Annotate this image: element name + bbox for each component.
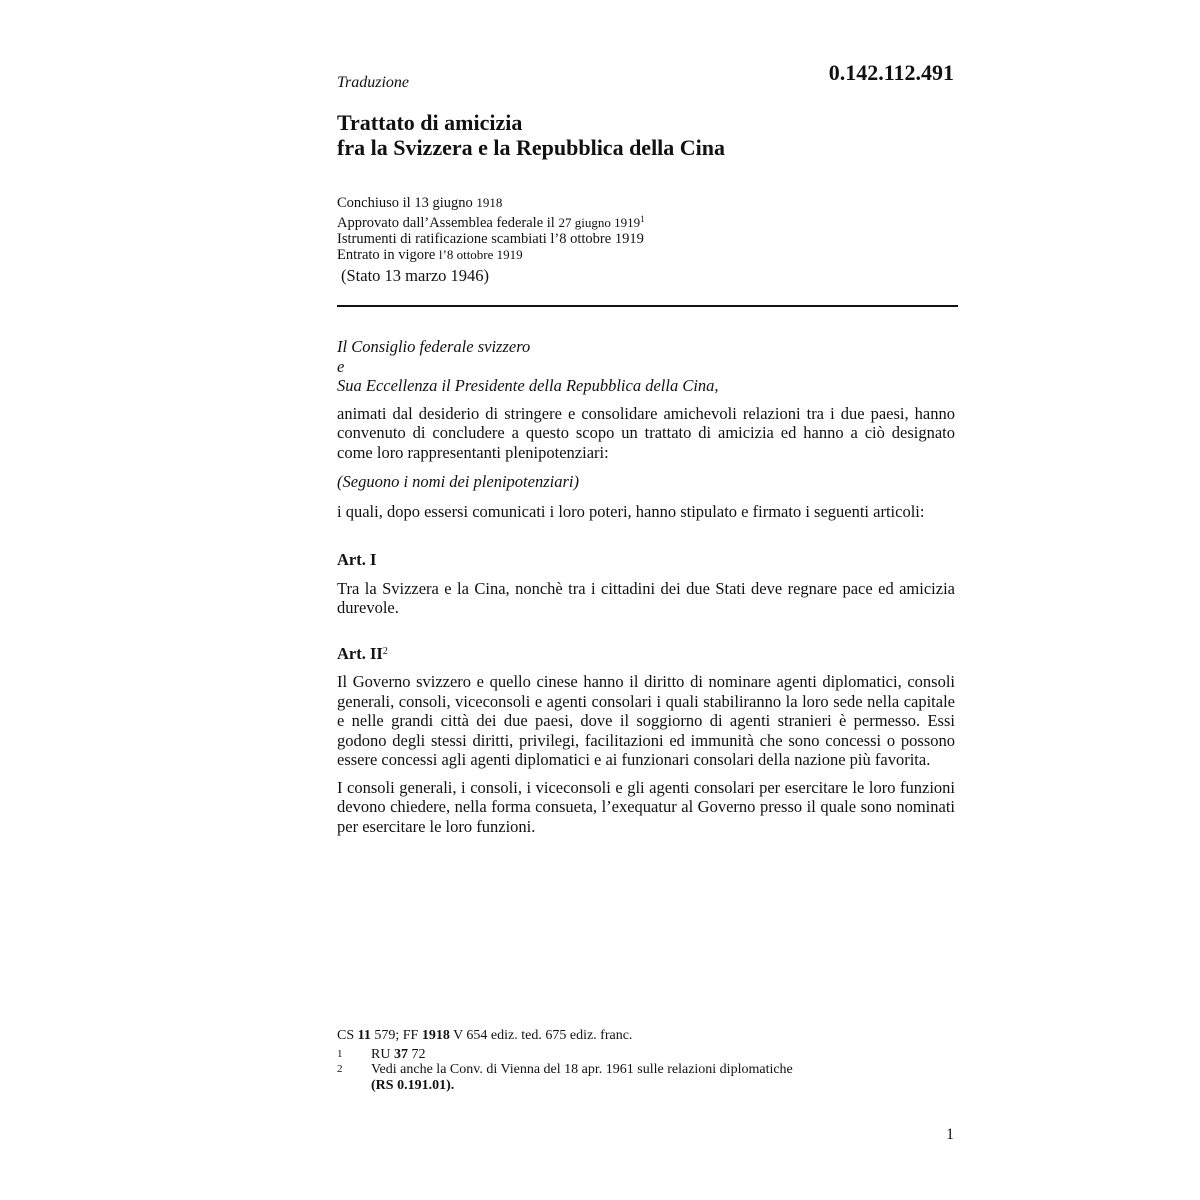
- footnote-2-number: 2: [337, 1063, 343, 1075]
- party-2: Sua Eccellenza il Presidente della Repubblica della Cina,: [337, 376, 719, 395]
- concluded-text: Conchiuso il 13 giugno: [337, 195, 473, 211]
- footnote-1-ru: RU: [371, 1046, 394, 1062]
- source-cs: CS: [337, 1028, 358, 1043]
- source-ff-year: 1918: [421, 1028, 450, 1043]
- footnote-1-page: 72: [407, 1046, 426, 1062]
- article-2-paragraph-1: Il Governo svizzero e quello cinese hanno il diritto di nominare agenti diplomatici, consoli generali, consoli, viceconsoli e agenti consolari i quali stabiliranno la loro sede nella capitale e nelle grandi città dei due paesi, dove il soggiorno di agenti stranieri è permesso. Essi godono degli stessi diritti, privilegi, facilitazioni ed immunità che sono concessi o possono essere concessi agli agenti diplomatici e ai funzionari consolari della nazione più favorita.: [337, 672, 955, 769]
- footnote-1-volume: 37: [393, 1046, 408, 1062]
- article-2-paragraph-2: I consoli generali, i consoli, i viceconsoli e gli agenti consolari per esercitare le loro funzioni devono chiedere, nella forma consueta, l’exequatur al Governo presso il quale sono nominati per esercitare le loro funzioni.: [337, 777, 955, 836]
- header-divider: [337, 305, 958, 307]
- footnote-ref-1[interactable]: 1: [640, 214, 645, 224]
- footnote-1: [337, 1047, 897, 1063]
- article-1-paragraph-1: Tra la Svizzera e la Cina, nonchè tra i cittadini dei due Stati deve regnare pace ed amicizia durevole.: [337, 578, 955, 617]
- approved-text: Approvato dall’Assemblea federale il: [337, 215, 555, 231]
- concluded-line: [337, 195, 645, 211]
- source-ff: 579; FF: [370, 1028, 422, 1043]
- footnote-2-rs-prefix: (RS: [371, 1077, 398, 1093]
- entry-date: l’8 ottobre 1919: [438, 247, 523, 262]
- entry-into-force-line: [337, 247, 645, 263]
- article-2-title: Art. II: [337, 643, 383, 663]
- article-1-heading: [337, 550, 955, 570]
- page-number: 1: [946, 1126, 954, 1143]
- article-1-title: Art. I: [337, 550, 377, 569]
- sr-number: 0.142.112.491: [828, 60, 954, 85]
- article-2-heading: [337, 642, 955, 664]
- document-title: [337, 110, 957, 160]
- footnote-1-text: [371, 1047, 425, 1063]
- document-label: Traduzione: [337, 74, 410, 91]
- concluded-year: 1918: [476, 195, 503, 210]
- plenipotentiaries-note: (Seguono i nomi dei plenipotenziari): [337, 472, 579, 491]
- approved-date: 27 giugno 1919: [558, 215, 641, 230]
- preamble-paragraph-1: animati dal desiderio di stringere e consolidare amichevoli relazioni tra i due paesi, hanno convenuto di concludere a questo scopo un trattato di amicizia ed hanno a ciò designato come loro rappresentanti plenipotenziari:: [337, 403, 955, 462]
- conjunction: e: [337, 356, 345, 376]
- footnote-1-number: 1: [337, 1047, 343, 1060]
- source-note: [337, 1028, 897, 1044]
- source-editions: V 654 ediz. ted. 675 ediz. franc.: [449, 1028, 633, 1043]
- approved-line: [337, 211, 645, 231]
- source-cs-volume: 11: [357, 1028, 371, 1043]
- party-1: Il Consiglio federale svizzero: [337, 337, 531, 356]
- footnote-2-line-1: Vedi anche la Conv. di Vienna del 18 apr. 1961 sulle relazioni diplomatiche: [371, 1062, 793, 1077]
- treaty-metadata: [337, 195, 645, 263]
- footnote-2-rs-link[interactable]: 0.191.01: [397, 1077, 447, 1093]
- status-date: (Stato 13 marzo 1946): [341, 266, 490, 285]
- document-body: [337, 337, 955, 836]
- title-line-2: fra la Svizzera e la Repubblica della Cina: [337, 135, 726, 160]
- footnote-2: [337, 1062, 897, 1093]
- preamble-paragraph-2: i quali, dopo essersi comunicati i loro poteri, hanno stipulato e firmato i seguenti articoli:: [337, 501, 925, 521]
- footnote-2-text: [371, 1062, 793, 1093]
- ratification-line: Istrumenti di ratificazione scambiati l’8 ottobre 1919: [337, 231, 644, 247]
- footnote-ref-2[interactable]: 2: [382, 645, 388, 657]
- title-line-1: Trattato di amicizia: [337, 110, 523, 135]
- entry-text: Entrato in vigore: [337, 247, 436, 263]
- footnote-2-rs-suffix: ).: [446, 1077, 455, 1093]
- footnotes: [337, 1028, 897, 1093]
